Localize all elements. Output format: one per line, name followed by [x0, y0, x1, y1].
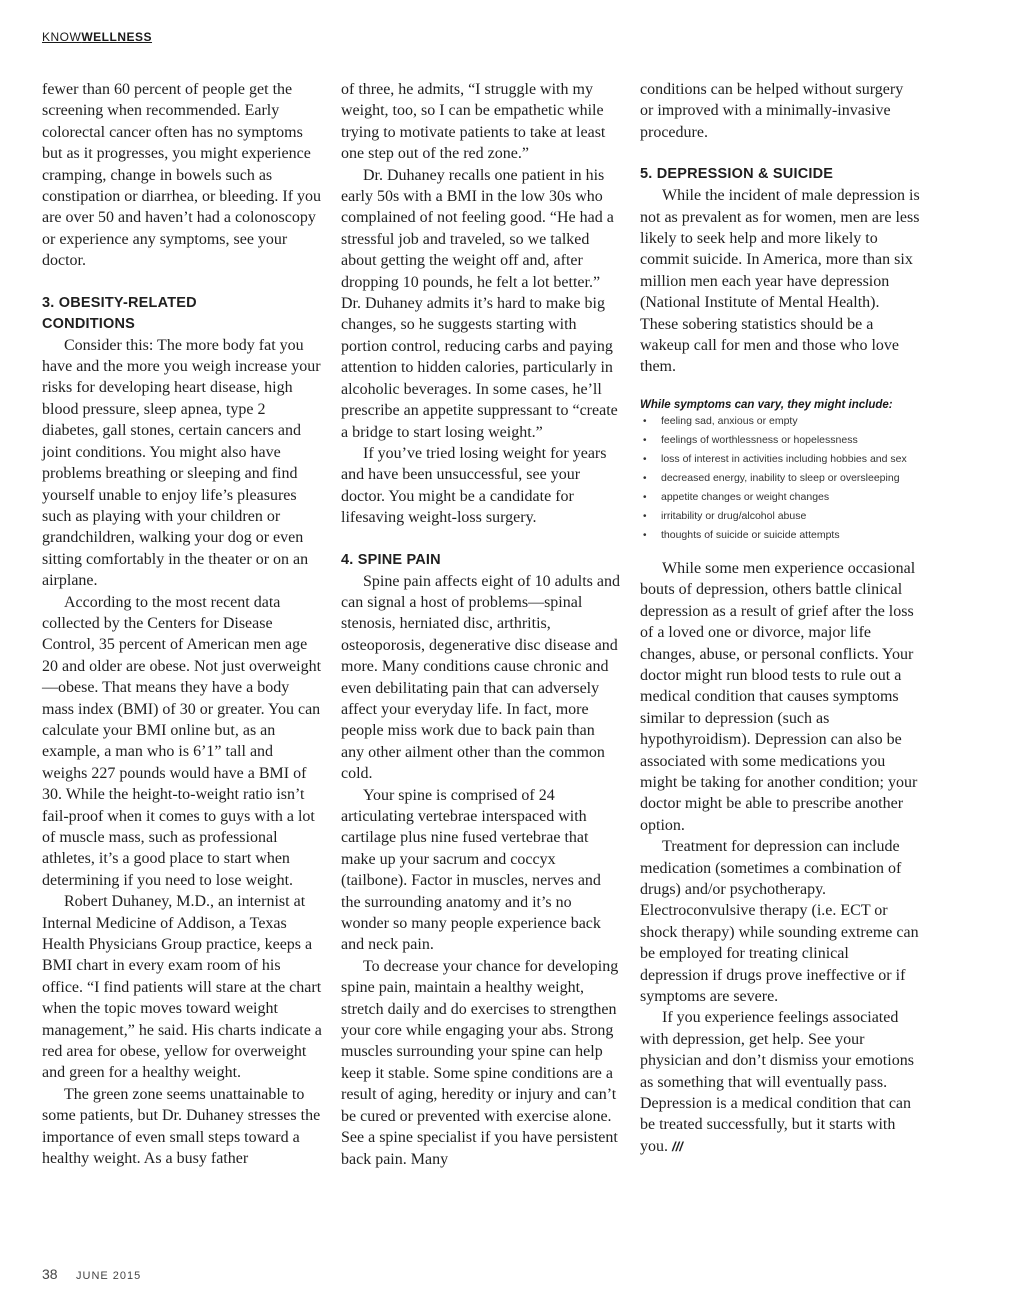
paragraph: Dr. Duhaney recalls one patient in his early 50s with a BMI in the low 30s who complained of not feeling good. “He had a stressful job and traveled, so we talked about getting the weight off and, after dropping 10 pounds, he felt a lot better.” Dr. Duhaney admits it’s hard to make big changes, so he suggests starting with portion control, reducing carbs and paying attention to hidden calories, particularly in alcoholic beverages. In some cases, he’ll prescribe an appetite suppressant to “create a bridge to start losing weight.” [341, 166, 618, 441]
paragraph: The green zone seems unattainable to some patients, but Dr. Duhaney stresses the importance of even small steps toward a healthy weight. As a busy father [42, 1085, 321, 1168]
symptoms-list [640, 415, 920, 542]
paragraph: fewer than 60 percent of people get the screening when recommended. Early colorectal cancer often has no symptoms but as it progresses, you might experience cramping, change in bowels such as constipation or diarrhea, or bleeding. If you are over 50 and haven’t had a colonoscopy or experience any symptoms, see your doctor. [42, 81, 322, 270]
paragraph: While some men experience occasional bouts of depression, others battle clinical depression as a result of grief after the loss of a loved one or divorce, major life changes, abuse, or personal conflicts. Your doctor might run blood tests to rule out a medical condition that causes symptoms similar to depression (such as hypothyroidism). Depression can also be associated with some medications you might be taking for another condition; your doctor might be able to prescribe another option. [640, 559, 918, 834]
paragraph: If you’ve tried losing weight for years and have been unsuccessful, see your doctor. You might be a candidate for lifesaving weight-loss surgery. [341, 444, 607, 527]
paragraph [640, 1007, 920, 1157]
list-item: • decreased energy, inability to sleep or oversleeping [640, 472, 920, 485]
column-2 [341, 79, 621, 1170]
column-1 [42, 79, 322, 1170]
symptoms-title: While symptoms can vary, they might include: [640, 398, 893, 411]
paragraph: conditions can be helped without surgery or improved with a minimally-invasive procedure. [640, 81, 904, 141]
section-heading-spine: 4. SPINE PAIN [341, 551, 441, 568]
paragraph: According to the most recent data collected by the Centers for Disease Control, 35 percent of American men age 20 and older are obese. Not just overweight—obese. That means they have a body mass index (BMI) of 30 or greater. You can calculate your BMI online but, as an example, a man who is 6’1” tall and weighs 227 pounds would have a BMI of 30. While the height-to-weight ratio isn’t fail-proof when it comes to guys with a lot of muscle mass, such as professional athletes, it’s a good place to start when determining if you need to lose weight. [42, 593, 322, 889]
page-number: 38 [42, 1266, 58, 1282]
paragraph: While the incident of male depression is not as prevalent as for women, men are less likely to seek help and more likely to commit suicide. In America, more than six million men each year have depression (National Institute of Mental Health). These sobering statistics should be a wakeup call for men and those who love them. [640, 187, 920, 376]
list-item: • irritability or drug/alcohol abuse [640, 510, 920, 523]
paragraph-text: If you experience feelings associated with depression, get help. See your physician and don’t dismiss your emotions as something that will eventually pass. Depression is a medical condition that can be treated successfully, but it starts with you. [640, 1009, 914, 1155]
paragraph: Consider this: The more body fat you have and the more you weigh increase your risks for developing heart disease, high blood pressure, sleep apnea, type 2 diabetes, gall stones, certain cancers and joint conditions. You might also have problems breathing or sleeping and find yourself unable to enjoy life’s pleasures such as playing with your children or grandchildren, walking your dog or even sitting comfortably in the theater or on an airplane. [42, 336, 321, 590]
section-heading-depression: 5. DEPRESSION & SUICIDE [640, 166, 834, 183]
header-brand-light: KNOW [42, 30, 82, 44]
end-mark: /// [672, 1138, 683, 1154]
list-item: • appetite changes or weight changes [640, 491, 920, 504]
paragraph: Your spine is comprised of 24 articulating vertebrae interspaced with cartilage plus nine fused vertebrae that make up your sacrum and coccyx (tailbone). Factor in muscles, nerves and the surrounding anatomy and it’s no wonder so many people experience back and neck pain. [341, 786, 601, 954]
list-item: • feelings of worthlessness or hopelessness [640, 434, 920, 447]
paragraph: of three, he admits, “I struggle with my weight, too, so I can be empathetic while trying to motivate patients to take at least one step out of the red zone.” [341, 81, 606, 163]
section-heading-obesity [42, 293, 322, 335]
list-item: • loss of interest in activities including hobbies and sex [640, 453, 920, 466]
section-header [42, 30, 152, 44]
list-item: • feeling sad, anxious or empty [640, 415, 920, 428]
paragraph: Robert Duhaney, M.D., an internist at Internal Medicine of Addison, a Texas Health Physicians Group practice, keeps a BMI chart in every exam room of his office. “I find patients will stare at the chart when the topic moves toward weight management,” he said. His charts indicate a red area for obese, yellow for overweight and green for a healthy weight. [42, 893, 322, 1082]
page-footer [42, 1266, 141, 1284]
heading-line: 3. OBESITY-RELATED [42, 294, 197, 311]
paragraph: To decrease your chance for developing spine pain, maintain a healthy weight, stretch daily and do exercises to strengthen your core while engaging your abs. Strong muscles surrounding your spine can help keep it stable. Some spine conditions are a result of aging, heredity or injury and can’t be cured or prevented with exercise alone. See a spine specialist if you have persistent back pain. Many [341, 957, 619, 1168]
column-3 [640, 79, 920, 1157]
header-brand-bold: WELLNESS [81, 30, 153, 44]
heading-line: CONDITIONS [42, 315, 136, 332]
issue-date: JUNE 2015 [76, 1270, 142, 1282]
list-item: • thoughts of suicide or suicide attempts [640, 529, 920, 542]
paragraph: Spine pain affects eight of 10 adults and can signal a host of problems—spinal stenosis, herniated disc, arthritis, osteoporosis, degenerative disc disease and more. Many conditions cause chronic and even debilitating pain that can adversely affect your everyday life. In fact, more people miss work due to back pain than any other ailment other than the common cold. [341, 572, 620, 783]
paragraph: Treatment for depression can include medication (sometimes a combination of drugs) and/or psychotherapy. Electroconvulsive therapy (i.e. ECT or shock therapy) while sounding extreme can be employed for treating clinical depression if drugs prove ineffective or if symptoms are severe. [640, 838, 919, 1005]
